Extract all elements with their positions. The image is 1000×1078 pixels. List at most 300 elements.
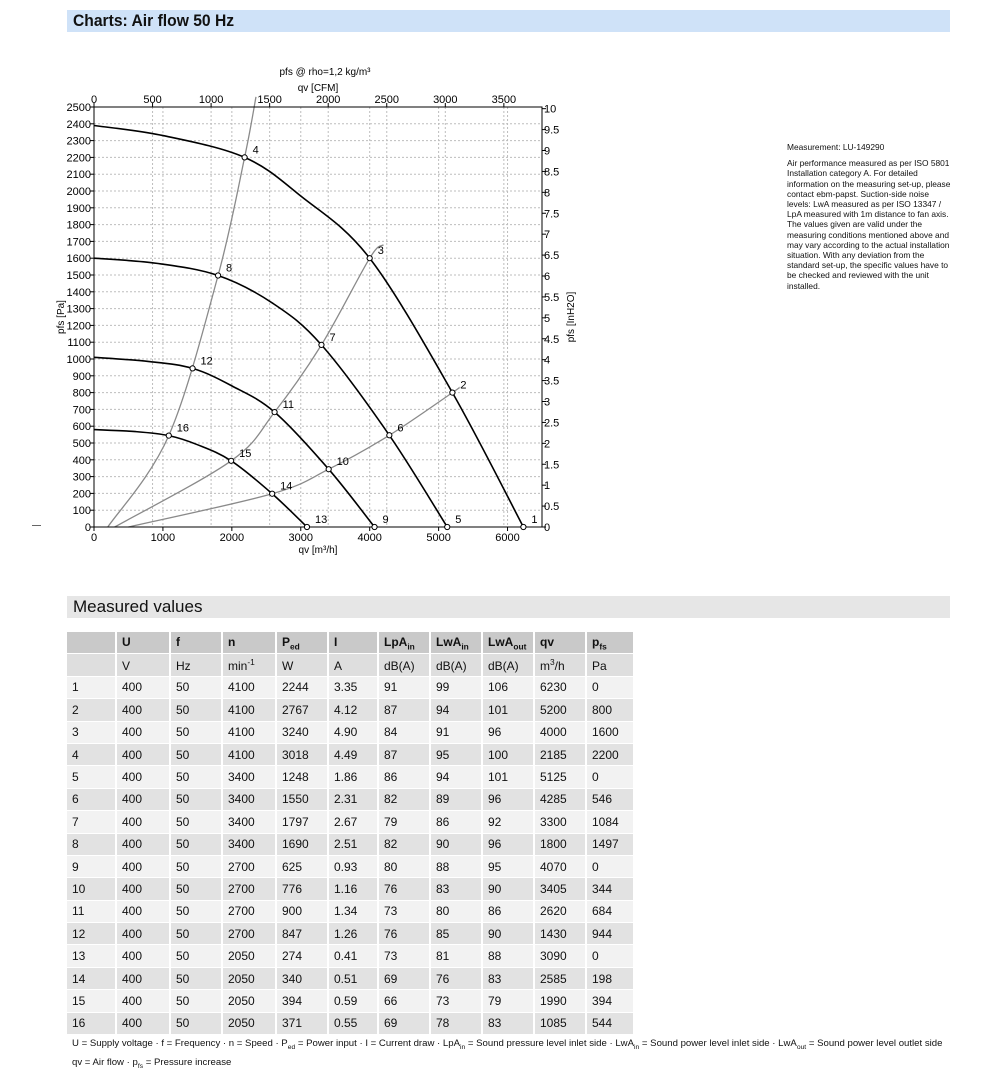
table-cell: 2585 (535, 968, 587, 990)
plot-frame (94, 107, 542, 527)
unit-cell (67, 654, 117, 676)
table-cell: 3400 (223, 811, 277, 833)
table-cell: 69 (379, 968, 431, 990)
unit-cell: $m^3/h$ (535, 654, 587, 676)
table-cell: 4.49 (329, 744, 379, 766)
table-cell: 6 (67, 789, 117, 811)
tick-label-y: 500 (72, 438, 91, 450)
tick-label-y2: 3 (544, 396, 551, 409)
table-cell: 400 (117, 811, 171, 833)
tick-label-y: 1600 (66, 253, 91, 266)
table-cell: 1690 (277, 834, 329, 856)
column-header: $P_{ed}$ (277, 632, 329, 654)
tick-label-x: 3000 (288, 532, 314, 544)
tick-label-y: 100 (72, 505, 91, 518)
tick-label-x: 4000 (357, 532, 382, 544)
table-cell: 89 (431, 789, 483, 811)
table-cell: 15 (67, 990, 117, 1012)
chart-title: pfs @ rho=1,2 kg/m³ (279, 67, 371, 78)
table-cell: 106 (483, 677, 535, 699)
table-cell: 3405 (535, 878, 587, 900)
point-label-9: 9 (382, 514, 389, 526)
legend-line-1: U = Supply voltage · f = Frequency · n = Speed · $P_{ed}$ = Power input · I = Current draw · LpA$_{in}$ = Sound pressure level inlet side · LwA$_{in}$ = Sound power level inlet side · LwA$_{out}$ = Sound power level outlet side (72, 1038, 943, 1051)
table-cell: 400 (117, 923, 171, 945)
table-cell: 625 (277, 856, 329, 878)
table-cell: 1.26 (329, 923, 379, 945)
table-cell: 1990 (535, 990, 587, 1012)
unit-cell: V (117, 654, 171, 676)
tick-label-y: 2300 (66, 135, 91, 148)
tick-label-y: 400 (72, 454, 91, 467)
table-cell: 101 (483, 699, 535, 721)
table-cell: 400 (117, 766, 171, 788)
table-cell: 16 (67, 1013, 117, 1035)
table-cell: 50 (171, 744, 223, 766)
table-cell: 2050 (223, 990, 277, 1012)
table-cell: 3400 (223, 789, 277, 811)
table-cell: 5200 (535, 699, 587, 721)
fan-curve-4100 (94, 125, 523, 527)
table-header-row (67, 632, 635, 654)
table-cell: 1085 (535, 1013, 587, 1035)
table-cell: 3090 (535, 945, 587, 967)
legend-line-2: qv = Air flow · $p_{fs}$ = Pressure increase (72, 1056, 232, 1070)
table-cell: 50 (171, 968, 223, 990)
table-cell: 50 (171, 1013, 223, 1035)
top-axis-label: qv [CFM] (297, 83, 339, 94)
point-label-6: 6 (397, 422, 404, 435)
table-cell: 50 (171, 945, 223, 967)
bottom-axis-label: qv [m³/h] (298, 545, 338, 556)
table-cell: 394 (277, 990, 329, 1012)
table-cell: 0.59 (329, 990, 379, 1012)
table-cell: 2 (67, 699, 117, 721)
table-cell: 0.55 (329, 1013, 379, 1035)
table-cell: 546 (587, 789, 635, 811)
table-cell: 83 (431, 878, 483, 900)
point-label-7: 7 (329, 331, 336, 344)
tick-label-y: 900 (72, 370, 91, 383)
table-cell: 6230 (535, 677, 587, 699)
tick-label-x2: 3500 (491, 94, 517, 106)
table-cell: 400 (117, 856, 171, 878)
table-row (67, 968, 635, 990)
unit-cell: A (329, 654, 379, 676)
tick-label-y: 1900 (66, 202, 91, 215)
table-cell: 90 (431, 834, 483, 856)
tick-label-y: 300 (72, 471, 91, 484)
table-cell: 1248 (277, 766, 329, 788)
tick-label-x2: 2000 (315, 94, 341, 106)
table-cell: 0 (587, 677, 635, 699)
point-label-3: 3 (377, 245, 384, 258)
table-cell: 1.34 (329, 901, 379, 923)
tick-label-x2: 500 (143, 94, 162, 106)
table-cell: 944 (587, 923, 635, 945)
tick-label-y2: 0.5 (544, 501, 560, 514)
table-cell: 5 (67, 766, 117, 788)
tick-label-y: 800 (72, 387, 91, 400)
point-label-16: 16 (176, 422, 190, 435)
table-cell: 80 (431, 901, 483, 923)
table-row (67, 990, 635, 1012)
table-cell: 83 (483, 1013, 535, 1035)
column-header: LwA$_{out}$ (483, 632, 535, 654)
measurement-id: Measurement: LU-149290 (787, 142, 885, 152)
charts-header-title: Charts: Air flow 50 Hz (73, 11, 235, 30)
table-cell: 94 (431, 699, 483, 721)
operating-point-2 (450, 390, 455, 395)
tick-label-x2: 0 (90, 94, 98, 106)
tick-label-x: 6000 (495, 532, 520, 544)
table-cell: 87 (379, 699, 431, 721)
point-label-4: 4 (252, 144, 259, 157)
operating-point-4 (242, 155, 247, 160)
table-cell: 73 (431, 990, 483, 1012)
tick-label-y2: 4.5 (544, 333, 560, 346)
table-cell: 2185 (535, 744, 587, 766)
tick-label-y2: 1 (544, 480, 551, 493)
table-cell: 50 (171, 878, 223, 900)
table-row (67, 923, 635, 945)
table-cell: 400 (117, 968, 171, 990)
tick-label-y2: 7 (544, 229, 551, 242)
column-header: LpA$_{in}$ (379, 632, 431, 654)
tick-label-x2: 3000 (433, 94, 458, 106)
measurement-description: Air performance measured as per ISO 5801 Installation category A. For detailed information on the measuring set-up, please contact ebm-papst. Suction-side noise levels: LwA measured as per ISO 13347 / LpA measured with 1m distance to fan axis. The values given are valid under the measuring conditions mentioned above and may vary according to the actual installation situation. With any deviation from the standard set-up, the specific values have to be checked and reviewed with the unit installed. (787, 158, 951, 291)
table-cell: 400 (117, 722, 171, 744)
table-cell: 400 (117, 789, 171, 811)
table-cell: 4.90 (329, 722, 379, 744)
table-cell: 198 (587, 968, 635, 990)
table-cell: 50 (171, 722, 223, 744)
table-cell: 99 (431, 677, 483, 699)
table-cell: 87 (379, 744, 431, 766)
table-cell: 400 (117, 677, 171, 699)
operating-point-11 (272, 409, 277, 414)
column-header: f (171, 632, 223, 654)
table-cell: 2767 (277, 699, 329, 721)
table-row (67, 789, 635, 811)
tick-label-y: 2500 (66, 102, 91, 114)
table-cell: 76 (379, 923, 431, 945)
table-cell: 90 (483, 923, 535, 945)
table-cell: 50 (171, 677, 223, 699)
measured-values-title: Measured values (73, 597, 203, 616)
table-cell: 69 (379, 1013, 431, 1035)
column-header: n (223, 632, 277, 654)
table-cell: 50 (171, 856, 223, 878)
table-cell: 3240 (277, 722, 329, 744)
table-cell: 0 (587, 945, 635, 967)
unit-cell: Hz (171, 654, 223, 676)
unit-cell: W (277, 654, 329, 676)
table-cell: 14 (67, 968, 117, 990)
table-cell: 0.51 (329, 968, 379, 990)
table-cell: 50 (171, 834, 223, 856)
table-cell: 394 (587, 990, 635, 1012)
table-cell: 400 (117, 878, 171, 900)
tick-label-y2: 9.5 (544, 124, 560, 137)
point-label-14: 14 (280, 480, 293, 493)
point-label-12: 12 (200, 355, 213, 368)
table-cell: 544 (587, 1013, 635, 1035)
table-cell: 2050 (223, 1013, 277, 1035)
system-curve (115, 245, 384, 527)
tick-label-x2: 1500 (257, 94, 282, 106)
table-cell: 100 (483, 744, 535, 766)
table-cell: 101 (483, 766, 535, 788)
table-cell: 79 (379, 811, 431, 833)
tick-label-y: 1700 (66, 236, 91, 249)
table-cell: 2050 (223, 945, 277, 967)
table-cell: 2.67 (329, 811, 379, 833)
table-cell: 4 (67, 744, 117, 766)
operating-point-13 (304, 524, 309, 529)
tick-label-y2: 8.5 (544, 166, 560, 179)
table-cell: 400 (117, 1013, 171, 1035)
tick-label-x: 5000 (426, 532, 451, 544)
operating-point-6 (387, 433, 392, 438)
margin-mark (32, 525, 41, 526)
tick-label-y2: 8 (544, 187, 551, 200)
table-cell: 73 (379, 901, 431, 923)
unit-cell: dB(A) (431, 654, 483, 676)
table-cell: 86 (379, 766, 431, 788)
table-cell: 4100 (223, 699, 277, 721)
operating-point-12 (190, 366, 195, 371)
measured-values-table (67, 632, 635, 1035)
table-cell: 5125 (535, 766, 587, 788)
tick-label-y2: 6 (544, 271, 551, 284)
table-cell: 2200 (587, 744, 635, 766)
tick-label-y: 2100 (66, 169, 91, 182)
table-units-row (67, 654, 635, 676)
table-cell: 83 (483, 968, 535, 990)
table-cell: 95 (431, 744, 483, 766)
tick-label-y: 700 (72, 404, 91, 417)
point-label-5: 5 (455, 514, 462, 526)
column-header: $p_{fs}$ (587, 632, 635, 654)
chart-grid (94, 107, 542, 527)
tick-label-y2: 2.5 (544, 417, 560, 430)
table-cell: 400 (117, 699, 171, 721)
charts-header (67, 10, 950, 32)
table-cell: 88 (431, 856, 483, 878)
table-cell: 95 (483, 856, 535, 878)
tick-label-y: 2000 (66, 186, 91, 198)
table-cell: 96 (483, 834, 535, 856)
table-cell: 50 (171, 901, 223, 923)
point-label-11: 11 (282, 399, 295, 412)
table-row (67, 878, 635, 900)
table-cell: 50 (171, 789, 223, 811)
table-cell: 66 (379, 990, 431, 1012)
tick-label-y: 1000 (66, 354, 91, 366)
table-cell: 91 (379, 677, 431, 699)
point-label-15: 15 (239, 447, 252, 460)
tick-label-y2: 5.5 (544, 291, 560, 304)
unit-cell: Pa (587, 654, 635, 676)
operating-point-3 (367, 256, 372, 261)
table-cell: 3400 (223, 834, 277, 856)
tick-label-y: 2400 (66, 118, 91, 131)
table-cell: 4000 (535, 722, 587, 744)
table-cell: 344 (587, 878, 635, 900)
table-cell: 3.35 (329, 677, 379, 699)
tick-label-y2: 4 (544, 354, 551, 367)
table-row (67, 901, 635, 923)
operating-point-8 (215, 273, 220, 278)
table-cell: 4.12 (329, 699, 379, 721)
table-cell: 86 (483, 901, 535, 923)
table-cell: 50 (171, 699, 223, 721)
table-cell: 1497 (587, 834, 635, 856)
table-row (67, 744, 635, 766)
tick-label-y2: 1.5 (544, 459, 560, 472)
table-cell: 50 (171, 923, 223, 945)
column-header: LwA$_{in}$ (431, 632, 483, 654)
table-cell: 2.51 (329, 834, 379, 856)
column-header (67, 632, 117, 654)
chart-frame (94, 107, 542, 527)
point-label-13: 13 (314, 514, 328, 526)
point-label-10: 10 (336, 456, 349, 469)
table-row (67, 699, 635, 721)
table-cell: 400 (117, 990, 171, 1012)
table-row (67, 856, 635, 878)
table-cell: 4100 (223, 677, 277, 699)
table-cell: 0.93 (329, 856, 379, 878)
tick-label-y: 1200 (66, 320, 91, 333)
table-cell: 3400 (223, 766, 277, 788)
fan-curve-2700 (94, 357, 375, 527)
table-cell: 1800 (535, 834, 587, 856)
table-cell: 50 (171, 766, 223, 788)
table-cell: 2700 (223, 878, 277, 900)
right-axis-label: pfs [InH2O] (566, 291, 577, 343)
table-legend (72, 1036, 942, 1074)
operating-point-7 (319, 342, 324, 347)
measured-values-header (67, 596, 950, 618)
tick-label-y2: 2 (544, 438, 551, 451)
table-cell: 0 (587, 856, 635, 878)
table-cell: 847 (277, 923, 329, 945)
table-cell: 1550 (277, 789, 329, 811)
table-cell: 2.31 (329, 789, 379, 811)
table-cell: 340 (277, 968, 329, 990)
table-cell: 274 (277, 945, 329, 967)
point-label-2: 2 (460, 379, 467, 392)
table-cell: 3 (67, 722, 117, 744)
table-cell: 96 (483, 722, 535, 744)
air-flow-chart (0, 40, 620, 570)
table-cell: 371 (277, 1013, 329, 1035)
tick-label-y: 1400 (66, 286, 91, 299)
table-cell: 0 (587, 766, 635, 788)
table-cell: 12 (67, 923, 117, 945)
table-cell: 85 (431, 923, 483, 945)
tick-label-y2: 3.5 (544, 375, 560, 388)
table-cell: 900 (277, 901, 329, 923)
table-cell: 1797 (277, 811, 329, 833)
column-header: I (329, 632, 379, 654)
tick-label-y2: 9 (544, 145, 551, 158)
tick-label-y: 200 (72, 488, 91, 501)
table-cell: 94 (431, 766, 483, 788)
table-cell: 1084 (587, 811, 635, 833)
table-cell: 2700 (223, 856, 277, 878)
operating-point-1 (521, 524, 526, 529)
tick-label-y: 1100 (67, 337, 91, 350)
table-cell: 80 (379, 856, 431, 878)
column-header: U (117, 632, 171, 654)
tick-label-x: 0 (90, 532, 98, 544)
chart-points (166, 144, 537, 529)
unit-cell: dB(A) (379, 654, 431, 676)
table-row (67, 766, 635, 788)
table-cell: 50 (171, 990, 223, 1012)
table-cell: 1 (67, 677, 117, 699)
table-row (67, 1013, 635, 1035)
table-cell: 73 (379, 945, 431, 967)
table-cell: 2620 (535, 901, 587, 923)
operating-point-15 (229, 458, 234, 463)
table-row (67, 945, 635, 967)
table-cell: 10 (67, 878, 117, 900)
table-cell: 82 (379, 834, 431, 856)
table-cell: 3018 (277, 744, 329, 766)
table-cell: 1.16 (329, 878, 379, 900)
tick-label-y: 1500 (66, 270, 91, 282)
table-cell: 1600 (587, 722, 635, 744)
table-cell: 76 (431, 968, 483, 990)
table-cell: 776 (277, 878, 329, 900)
table-cell: 13 (67, 945, 117, 967)
table-cell: 1430 (535, 923, 587, 945)
table-row (67, 722, 635, 744)
table-cell: 4070 (535, 856, 587, 878)
table-row (67, 677, 635, 699)
tick-label-y2: 6.5 (544, 250, 560, 263)
table-cell: 400 (117, 901, 171, 923)
tick-label-x2: 1000 (198, 94, 224, 106)
tick-label-x2: 2500 (374, 94, 399, 106)
operating-point-14 (270, 491, 275, 496)
table-cell: 50 (171, 811, 223, 833)
tick-label-x: 1000 (150, 532, 176, 544)
table-cell: 400 (117, 834, 171, 856)
table-cell: 1.86 (329, 766, 379, 788)
table-cell: 4100 (223, 722, 277, 744)
table-cell: 7 (67, 811, 117, 833)
point-label-8: 8 (226, 262, 233, 275)
table-cell: 3300 (535, 811, 587, 833)
operating-point-16 (166, 433, 171, 438)
table-row (67, 834, 635, 856)
operating-point-5 (445, 524, 450, 529)
fan-curve-2050 (94, 430, 307, 527)
table-cell: 84 (379, 722, 431, 744)
chart-curves (94, 97, 523, 527)
table-row (67, 811, 635, 833)
tick-label-y2: 10 (544, 103, 557, 116)
tick-label-y: 600 (72, 421, 91, 434)
table-cell: 0.41 (329, 945, 379, 967)
table-cell: 81 (431, 945, 483, 967)
measurement-note (787, 142, 952, 297)
tick-label-y2: 0 (544, 522, 551, 534)
